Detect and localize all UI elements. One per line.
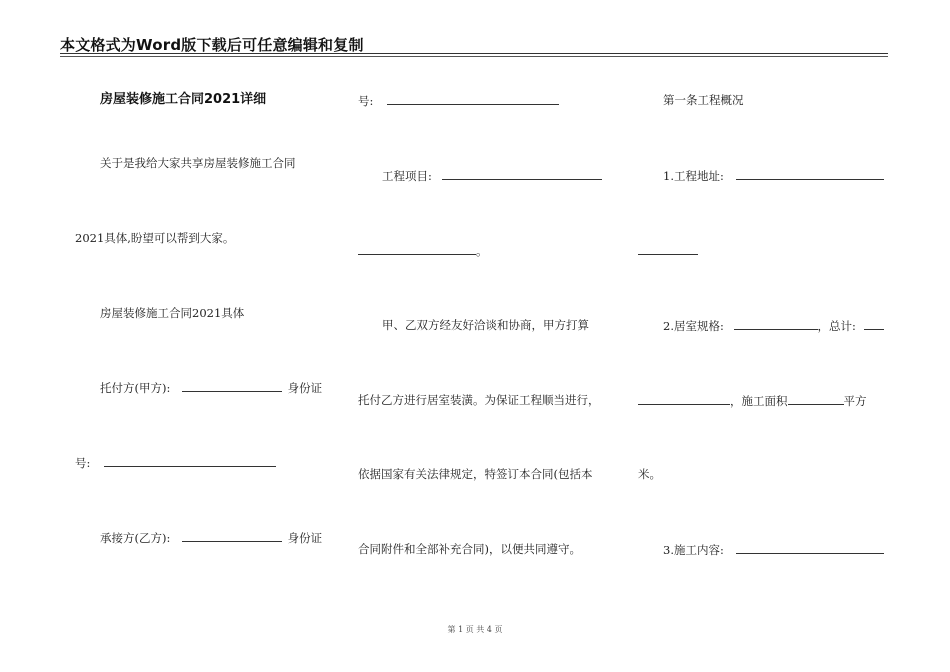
id-number-label-1: 号: <box>75 456 91 470</box>
header-rule <box>60 53 888 54</box>
spec-line <box>663 318 884 333</box>
paragraph-line-2: 托付乙方进行居室装潢。为保证工程顺当进行， <box>358 393 600 407</box>
id-label-1: 身份证 <box>287 381 323 395</box>
party-a-line <box>100 380 322 395</box>
party-b-line <box>100 530 322 545</box>
area-blank[interactable] <box>788 393 844 405</box>
id-number-line-2 <box>358 93 559 108</box>
period: 。 <box>476 244 488 258</box>
spec-blank-2[interactable] <box>638 393 730 405</box>
intro-line-2: 2021具体,盼望可以帮到大家。 <box>75 231 235 245</box>
header-banner: 本文格式为Word版下载后可任意编辑和复制 <box>60 36 364 54</box>
paragraph-line-1: 甲、乙双方经友好洽谈和协商，甲方打算 <box>382 318 589 332</box>
address-line <box>663 168 884 183</box>
paragraph-line-3: 依据国家有关法律规定，特签订本合同(包括本 <box>358 467 593 481</box>
address-label: 1.工程地址: <box>663 169 724 183</box>
id-number-blank-1[interactable] <box>104 455 276 467</box>
address-blank-2[interactable] <box>638 243 698 255</box>
area-label: ，施工面积 <box>730 394 788 408</box>
party-a-blank[interactable] <box>182 380 282 392</box>
spec-label: 2.居室规格: <box>663 319 724 333</box>
party-b-label: 承接方(乙方): <box>100 531 171 545</box>
party-b-blank[interactable] <box>182 530 282 542</box>
project-line <box>382 168 602 183</box>
page-footer: 第 1 页 共 4 页 <box>447 625 503 634</box>
content-blank[interactable] <box>736 542 884 554</box>
id-number-label-2: 号: <box>358 94 374 108</box>
address-blank[interactable] <box>736 168 884 180</box>
address-continuation <box>638 243 698 258</box>
project-blank-2[interactable] <box>358 243 476 255</box>
subtitle: 房屋装修施工合同2021具体 <box>100 306 245 320</box>
article-1-heading: 第一条工程概况 <box>663 93 744 107</box>
project-continuation <box>358 243 488 258</box>
area-line <box>638 393 867 408</box>
content-label: 3.施工内容: <box>663 543 724 557</box>
spec-blank[interactable] <box>734 318 818 330</box>
id-number-line-1 <box>75 455 276 470</box>
id-number-blank-2[interactable] <box>387 93 559 105</box>
document-title: 房屋装修施工合同2021详细 <box>100 92 267 107</box>
intro-line-1: 关于是我给大家共享房屋装修施工合同 <box>100 156 296 170</box>
paragraph-line-4: 合同附件和全部补充合同)，以便共同遵守。 <box>358 542 581 556</box>
id-label-2: 身份证 <box>287 531 323 545</box>
content-line <box>663 542 884 557</box>
total-blank[interactable] <box>864 318 884 330</box>
sqm-line: 米。 <box>638 467 661 481</box>
project-label: 工程项目: <box>382 169 432 183</box>
sqm-label-1: 平方 <box>843 394 867 408</box>
total-label: ，总计: <box>817 319 856 333</box>
party-a-label: 托付方(甲方): <box>100 381 171 395</box>
header-rule-thin <box>60 56 888 57</box>
project-blank[interactable] <box>442 168 602 180</box>
